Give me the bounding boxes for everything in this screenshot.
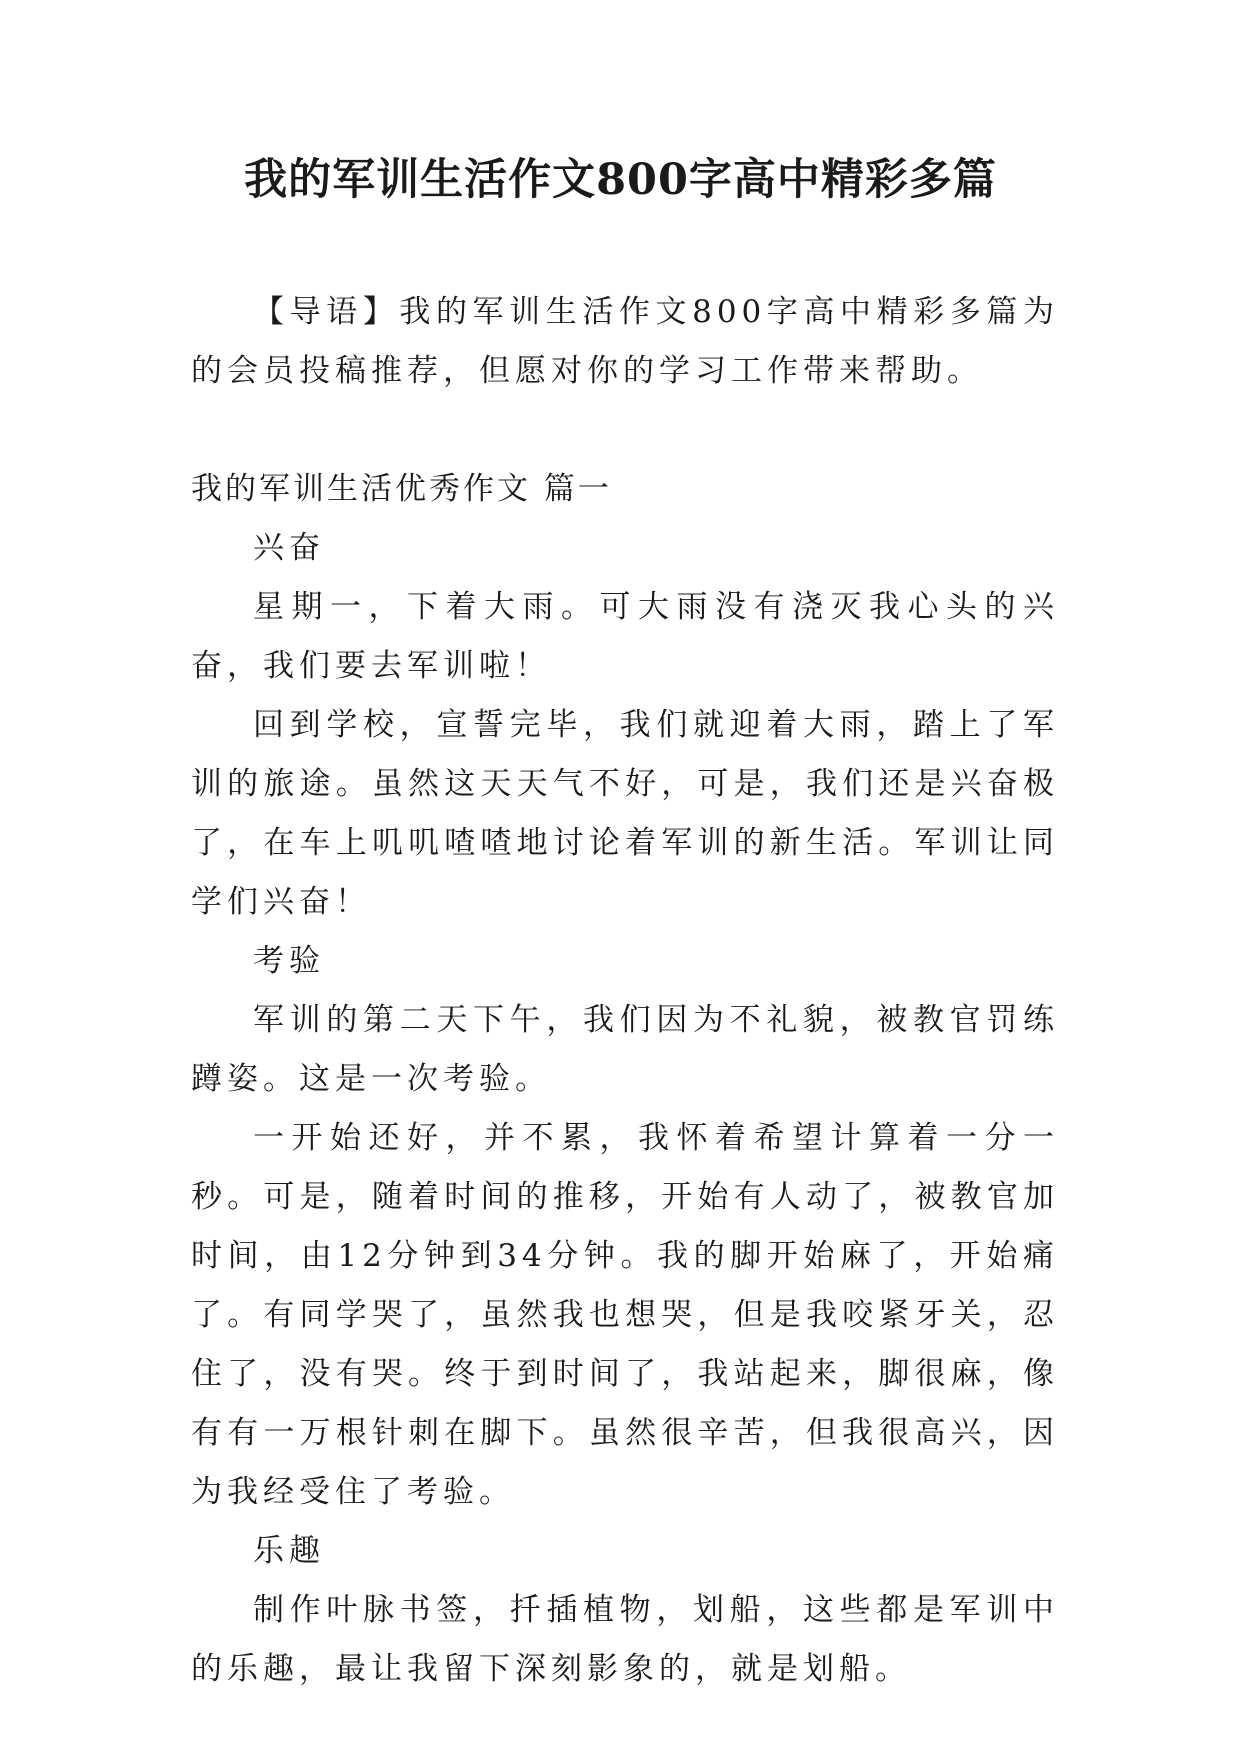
section-title: 我的军训生活优秀作文 篇一	[191, 471, 612, 507]
paragraph: 一开始还好，并不累，我怀着希望计算着一分一秒。可是，随着时间的推移，开始有人动了，被教官加时间，由12分钟到34分钟。我的脚开始麻了，开始痛了。有同学哭了，虽然我也想哭，但是我咬紧牙关，忍住了，没有哭。终于到时间了，我站起来，脚很麻，像有有一万根针刺在脚下。虽然很辛苦，但我很高兴，因为我经受住了考验。	[191, 1120, 1059, 1510]
sub-heading: 考验	[253, 943, 325, 979]
spacer	[191, 401, 1059, 460]
paragraph: 制作叶脉书签，扦插植物，划船，这些都是军训中的乐趣，最让我留下深刻影象的，就是划船。	[191, 1592, 1059, 1687]
paragraph: 星期一，下着大雨。可大雨没有浇灭我心头的兴奋，我们要去军训啦！	[191, 589, 1059, 684]
sub-heading: 兴奋	[253, 530, 325, 566]
paragraph: 军训的第二天下午，我们因为不礼貌，被教官罚练蹲姿。这是一次考验。	[191, 1002, 1059, 1097]
intro-paragraph: 【导语】我的军训生活作文800字高中精彩多篇为的会员投稿推荐，但愿对你的学习工作带来帮助。	[191, 294, 1059, 389]
sub-heading: 乐趣	[253, 1533, 325, 1569]
document-body	[191, 283, 1059, 1699]
document-title: 我的军训生活作文800字高中精彩多篇	[244, 155, 997, 205]
paragraph: 回到学校，宣誓完毕，我们就迎着大雨，踏上了军训的旅途。虽然这天天气不好，可是，我们还是兴奋极了，在车上叽叽喳喳地讨论着军训的新生活。军训让同学们兴奋！	[191, 707, 1059, 920]
